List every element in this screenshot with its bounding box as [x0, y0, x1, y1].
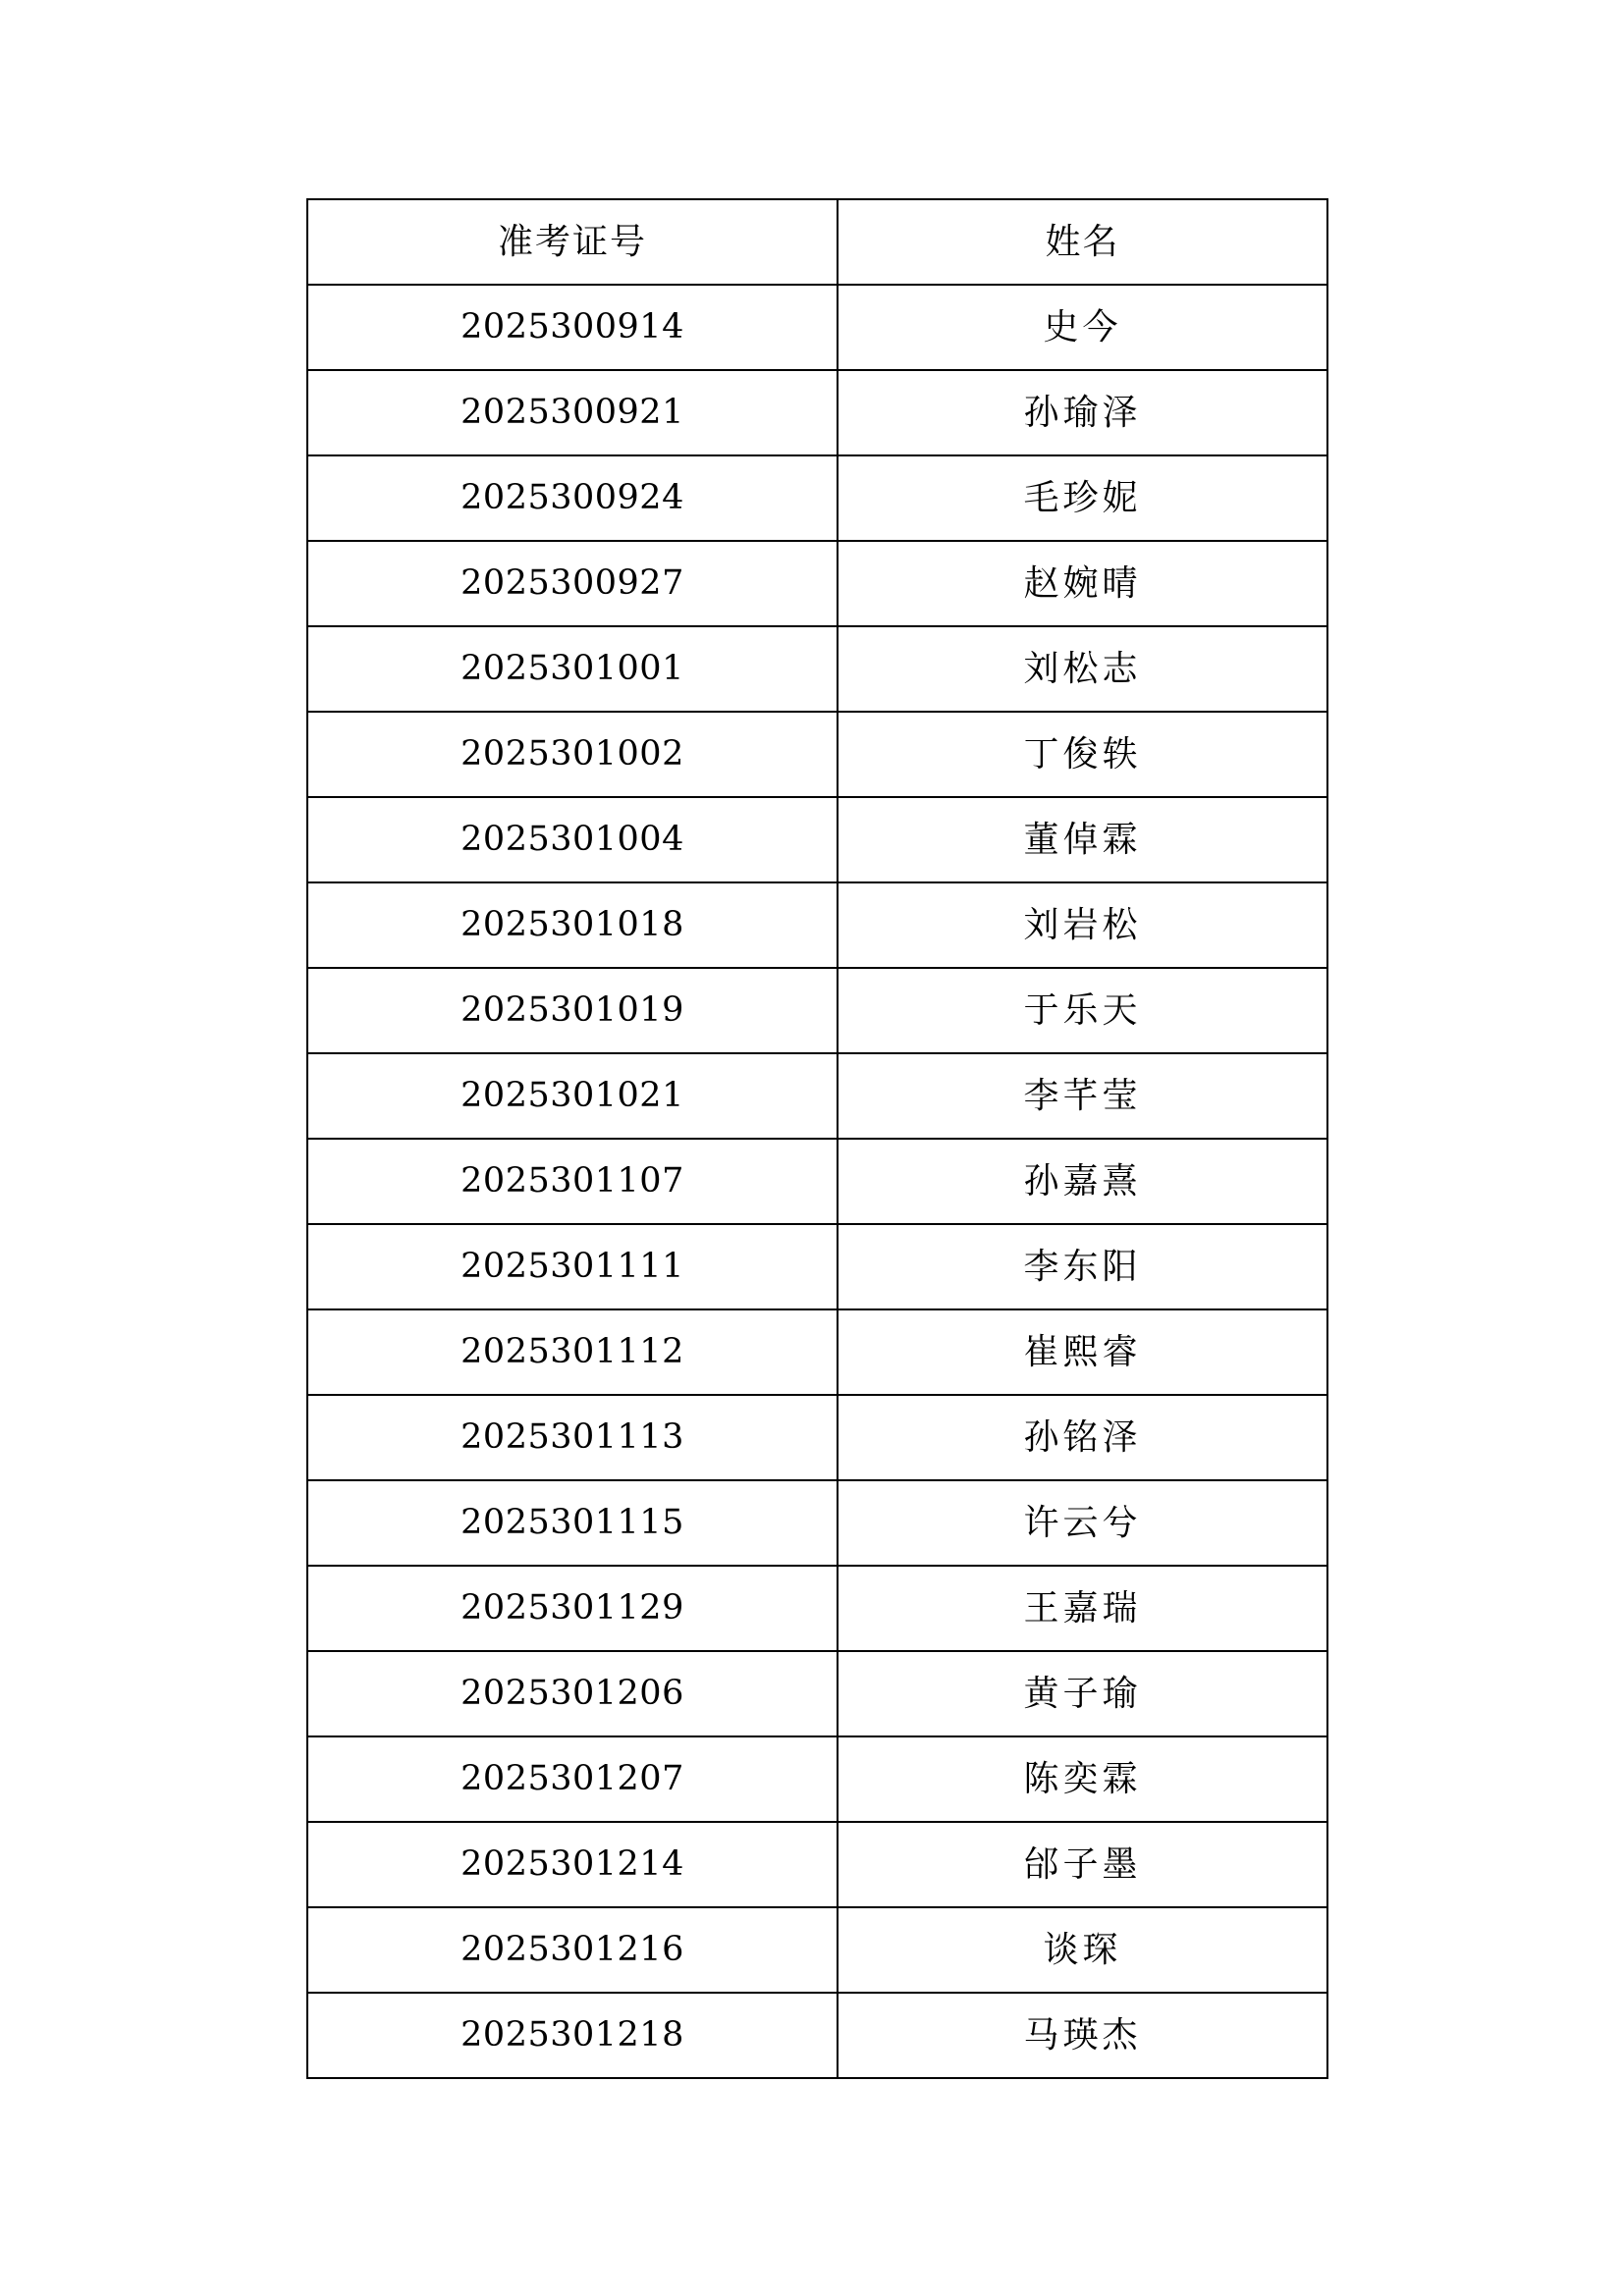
table-row [307, 1566, 1327, 1651]
exam-id-cell: 2025301115 [307, 1480, 838, 1566]
table-row [307, 1395, 1327, 1480]
candidate-table [306, 198, 1328, 2079]
candidate-name-cell: 孙嘉熹 [838, 1139, 1327, 1224]
table-row [307, 626, 1327, 712]
exam-id-cell: 2025301111 [307, 1224, 838, 1309]
exam-id-cell: 2025301112 [307, 1309, 838, 1395]
exam-id-cell: 2025301004 [307, 797, 838, 882]
candidate-name-cell: 马瑛杰 [838, 1993, 1327, 2078]
exam-id-cell: 2025301129 [307, 1566, 838, 1651]
table-row [307, 1993, 1327, 2078]
candidate-name-cell: 邰子墨 [838, 1822, 1327, 1907]
exam-id-cell: 2025301218 [307, 1993, 838, 2078]
exam-id-cell: 2025301206 [307, 1651, 838, 1736]
exam-id-cell: 2025300921 [307, 370, 838, 455]
table-row [307, 1736, 1327, 1822]
candidate-name-cell: 李东阳 [838, 1224, 1327, 1309]
candidate-name-cell: 陈奕霖 [838, 1736, 1327, 1822]
table-row [307, 285, 1327, 370]
candidate-name-cell: 李芊莹 [838, 1053, 1327, 1139]
table-row [307, 1053, 1327, 1139]
exam-id-cell: 2025301216 [307, 1907, 838, 1993]
candidate-name-cell: 刘松志 [838, 626, 1327, 712]
exam-id-cell: 2025300927 [307, 541, 838, 626]
candidate-name-cell: 毛珍妮 [838, 455, 1327, 541]
table-row [307, 882, 1327, 968]
exam-id-cell: 2025301107 [307, 1139, 838, 1224]
exam-id-cell: 2025301214 [307, 1822, 838, 1907]
exam-id-cell: 2025300924 [307, 455, 838, 541]
exam-id-cell: 2025301019 [307, 968, 838, 1053]
table-row [307, 1224, 1327, 1309]
table-header-row [307, 199, 1327, 285]
candidate-name-cell: 丁俊轶 [838, 712, 1327, 797]
header-name: 姓名 [838, 199, 1327, 285]
exam-id-cell: 2025301018 [307, 882, 838, 968]
candidate-name-cell: 于乐天 [838, 968, 1327, 1053]
table-row [307, 712, 1327, 797]
table-row [307, 370, 1327, 455]
candidate-name-cell: 孙铭泽 [838, 1395, 1327, 1480]
candidate-name-cell: 许云兮 [838, 1480, 1327, 1566]
candidate-name-cell: 赵婉晴 [838, 541, 1327, 626]
candidate-name-cell: 崔熙睿 [838, 1309, 1327, 1395]
candidate-name-cell: 黄子瑜 [838, 1651, 1327, 1736]
exam-id-cell: 2025300914 [307, 285, 838, 370]
exam-id-cell: 2025301207 [307, 1736, 838, 1822]
table-row [307, 1822, 1327, 1907]
table-row [307, 1480, 1327, 1566]
header-exam-id: 准考证号 [307, 199, 838, 285]
table-row [307, 1651, 1327, 1736]
table-row [307, 455, 1327, 541]
exam-id-cell: 2025301002 [307, 712, 838, 797]
table-row [307, 968, 1327, 1053]
table-body [307, 285, 1327, 2078]
exam-id-cell: 2025301001 [307, 626, 838, 712]
exam-id-cell: 2025301113 [307, 1395, 838, 1480]
table-row [307, 1139, 1327, 1224]
candidate-name-cell: 董倬霖 [838, 797, 1327, 882]
candidate-name-cell: 刘岩松 [838, 882, 1327, 968]
table-row [307, 541, 1327, 626]
candidate-name-cell: 史今 [838, 285, 1327, 370]
table-row [307, 797, 1327, 882]
candidate-name-cell: 王嘉瑞 [838, 1566, 1327, 1651]
candidate-name-cell: 谈琛 [838, 1907, 1327, 1993]
table-row [307, 1309, 1327, 1395]
table-row [307, 1907, 1327, 1993]
exam-id-cell: 2025301021 [307, 1053, 838, 1139]
candidate-name-cell: 孙瑜泽 [838, 370, 1327, 455]
